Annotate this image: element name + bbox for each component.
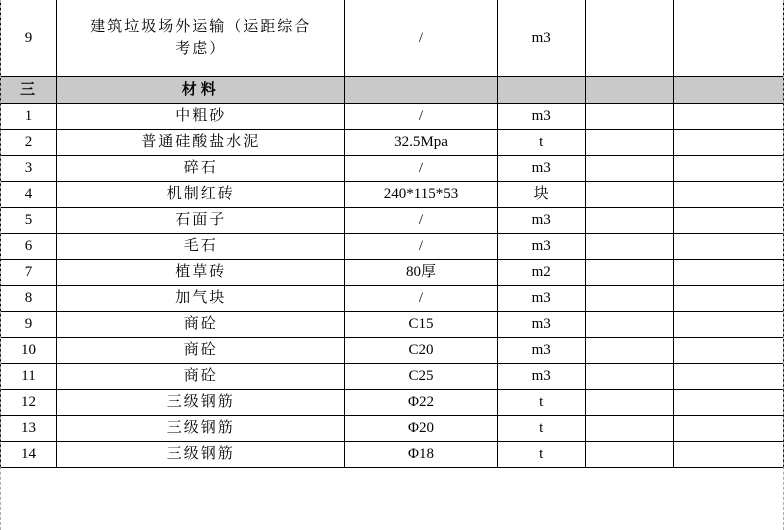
cell-extra-2[interactable]: [673, 260, 783, 286]
table-row: [1, 104, 784, 130]
cell-extra-1[interactable]: [585, 104, 673, 130]
cell-name[interactable]: 三级钢筋: [57, 390, 345, 416]
cell-spec[interactable]: /: [345, 0, 497, 77]
cell-no[interactable]: 9: [1, 0, 57, 77]
cell-unit[interactable]: m2: [497, 260, 585, 286]
table-row: [1, 234, 784, 260]
page-break-left: [0, 0, 1, 530]
cell-unit[interactable]: 块: [497, 182, 585, 208]
cell-no[interactable]: 4: [1, 182, 57, 208]
cell-unit[interactable]: m3: [497, 234, 585, 260]
cell-no[interactable]: 三: [1, 77, 57, 104]
cell-unit[interactable]: m3: [497, 312, 585, 338]
cell-extra-2[interactable]: [673, 416, 783, 442]
table-row: [1, 182, 784, 208]
cell-extra-2[interactable]: [673, 182, 783, 208]
cell-extra-1[interactable]: [585, 234, 673, 260]
cell-no[interactable]: 11: [1, 364, 57, 390]
cell-spec[interactable]: /: [345, 234, 497, 260]
cell-unit[interactable]: m3: [497, 208, 585, 234]
cell-extra-2[interactable]: [673, 312, 783, 338]
cell-name[interactable]: 毛石: [57, 234, 345, 260]
cell-name[interactable]: 商砼: [57, 338, 345, 364]
cell-extra-2[interactable]: [673, 104, 783, 130]
cell-spec[interactable]: /: [345, 286, 497, 312]
cell-name[interactable]: 商砼: [57, 364, 345, 390]
cell-no[interactable]: 14: [1, 442, 57, 468]
cell-extra-2[interactable]: [673, 286, 783, 312]
cell-no[interactable]: 3: [1, 156, 57, 182]
cell-unit[interactable]: t: [497, 390, 585, 416]
cell-extra-1[interactable]: [585, 77, 673, 104]
cell-extra-2[interactable]: [673, 390, 783, 416]
cell-no[interactable]: 1: [1, 104, 57, 130]
cell-extra-2[interactable]: [673, 156, 783, 182]
cell-no[interactable]: 5: [1, 208, 57, 234]
table-row: [1, 0, 784, 77]
cell-extra-1[interactable]: [585, 364, 673, 390]
cell-no[interactable]: 10: [1, 338, 57, 364]
cell-no[interactable]: 8: [1, 286, 57, 312]
cell-unit[interactable]: [497, 77, 585, 104]
cell-no[interactable]: 7: [1, 260, 57, 286]
cell-unit[interactable]: m3: [497, 104, 585, 130]
table-section-row: [1, 77, 784, 104]
cell-unit[interactable]: m3: [497, 0, 585, 77]
cell-spec[interactable]: C15: [345, 312, 497, 338]
cell-spec[interactable]: /: [345, 104, 497, 130]
cell-extra-1[interactable]: [585, 312, 673, 338]
cell-unit[interactable]: t: [497, 416, 585, 442]
cell-spec[interactable]: /: [345, 208, 497, 234]
cell-spec[interactable]: Φ22: [345, 390, 497, 416]
cell-no[interactable]: 6: [1, 234, 57, 260]
cell-extra-2[interactable]: [673, 234, 783, 260]
cell-extra-2[interactable]: [673, 338, 783, 364]
cell-name[interactable]: 普通硅酸盐水泥: [57, 130, 345, 156]
cell-extra-1[interactable]: [585, 0, 673, 77]
cell-extra-2[interactable]: [673, 77, 783, 104]
cell-extra-1[interactable]: [585, 208, 673, 234]
cell-no[interactable]: 9: [1, 312, 57, 338]
table-row: [1, 338, 784, 364]
cell-extra-2[interactable]: [673, 0, 783, 77]
cell-unit[interactable]: m3: [497, 338, 585, 364]
cell-extra-1[interactable]: [585, 156, 673, 182]
cell-extra-1[interactable]: [585, 182, 673, 208]
cell-name[interactable]: 材料: [57, 77, 345, 104]
cell-extra-1[interactable]: [585, 130, 673, 156]
cell-spec[interactable]: Φ20: [345, 416, 497, 442]
cell-extra-1[interactable]: [585, 338, 673, 364]
cell-name[interactable]: 植草砖: [57, 260, 345, 286]
cell-unit[interactable]: m3: [497, 156, 585, 182]
cell-name[interactable]: 机制红砖: [57, 182, 345, 208]
table-row: [1, 156, 784, 182]
cell-spec[interactable]: C25: [345, 364, 497, 390]
cell-spec[interactable]: 32.5Mpa: [345, 130, 497, 156]
cell-spec[interactable]: Φ18: [345, 442, 497, 468]
cell-name[interactable]: 石面子: [57, 208, 345, 234]
cell-unit[interactable]: m3: [497, 364, 585, 390]
table-row: [1, 416, 784, 442]
cell-unit[interactable]: t: [497, 442, 585, 468]
cell-spec[interactable]: C20: [345, 338, 497, 364]
cell-unit[interactable]: t: [497, 130, 585, 156]
table-row: [1, 208, 784, 234]
cell-name[interactable]: 商砼: [57, 312, 345, 338]
cell-name[interactable]: 碎石: [57, 156, 345, 182]
cell-extra-1[interactable]: [585, 442, 673, 468]
cell-name[interactable]: 中粗砂: [57, 104, 345, 130]
table-body: [1, 0, 784, 468]
cell-name[interactable]: 三级钢筋: [57, 416, 345, 442]
cell-name[interactable]: 三级钢筋: [57, 442, 345, 468]
cell-spec[interactable]: [345, 77, 497, 104]
cell-extra-2[interactable]: [673, 130, 783, 156]
cell-spec[interactable]: /: [345, 156, 497, 182]
cell-extra-1[interactable]: [585, 416, 673, 442]
table-row: [1, 364, 784, 390]
cell-spec[interactable]: 240*115*53: [345, 182, 497, 208]
table-row: [1, 442, 784, 468]
cell-extra-2[interactable]: [673, 364, 783, 390]
cell-spec[interactable]: 80厚: [345, 260, 497, 286]
table-row: [1, 286, 784, 312]
cell-no[interactable]: 13: [1, 416, 57, 442]
cell-extra-1[interactable]: [585, 260, 673, 286]
cell-name[interactable]: 加气块: [57, 286, 345, 312]
table-row: [1, 390, 784, 416]
table-row: [1, 130, 784, 156]
cell-extra-1[interactable]: [585, 390, 673, 416]
cell-no[interactable]: 2: [1, 130, 57, 156]
table-row: [1, 260, 784, 286]
cell-extra-1[interactable]: [585, 286, 673, 312]
cell-extra-2[interactable]: [673, 208, 783, 234]
cell-name[interactable]: 建筑垃圾场外运输（运距综合考虑）: [57, 0, 345, 77]
cell-unit[interactable]: m3: [497, 286, 585, 312]
cell-no[interactable]: 12: [1, 390, 57, 416]
table-row: [1, 312, 784, 338]
cell-extra-2[interactable]: [673, 442, 783, 468]
